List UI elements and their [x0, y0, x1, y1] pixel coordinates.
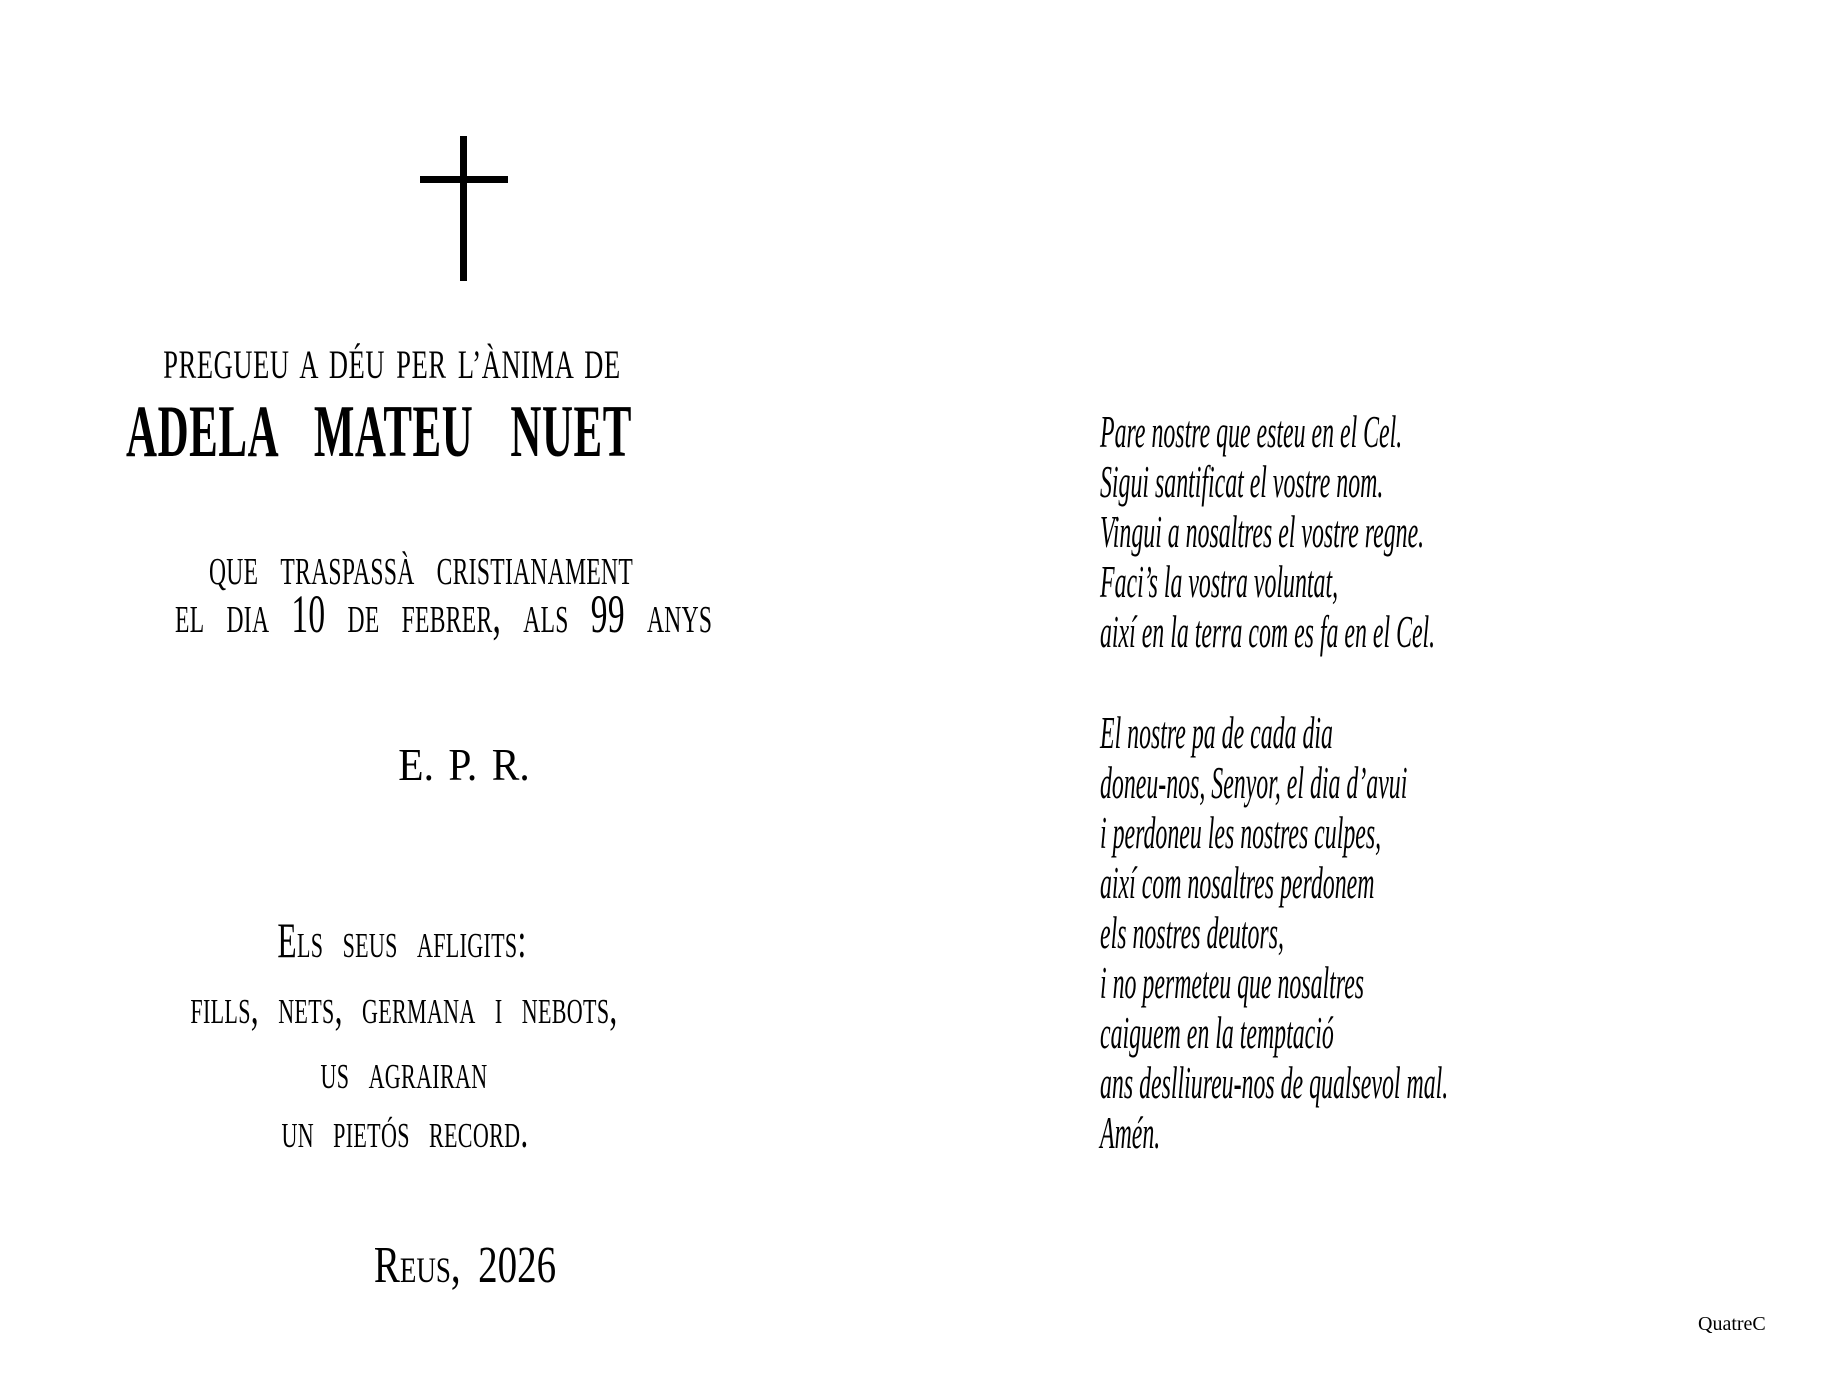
intro-line: PREGUEU A DÉU PER L’ÀNIMA DE: [163, 342, 621, 387]
place-and-year: Reus, 2026: [373, 1237, 557, 1294]
deceased-name: ADELA MATEU NUET: [126, 391, 632, 473]
latin-cross-icon: [420, 136, 508, 281]
afflicted-heading: Els seus afligits:: [277, 912, 527, 968]
prayer-line: ans deslliureu-nos de qualsevol mal.: [1100, 1058, 1449, 1108]
epr-abbreviation: E. P. R.: [398, 740, 530, 790]
prayer-line: doneu-nos, Senyor, el dia d’avui: [1100, 758, 1408, 808]
prayer-line: així com nosaltres perdonem: [1100, 858, 1375, 908]
prayer-line: els nostres deutors,: [1100, 908, 1284, 958]
printer-credit: QuatreC: [1698, 1313, 1766, 1335]
prayer-line: caiguem en la temptació: [1100, 1008, 1334, 1058]
prayer-line: Pare nostre que esteu en el Cel.: [1100, 407, 1403, 457]
cross-horizontal-bar: [420, 176, 508, 183]
prayer-line: i perdoneu les nostres culpes,: [1100, 808, 1382, 858]
prayer-line: El nostre pa de cada dia: [1100, 708, 1333, 758]
prayer-line: Vingui a nosaltres el vostre regne.: [1100, 507, 1425, 557]
afflicted-list: fills, nets, germana i nebots,: [190, 978, 618, 1034]
prayer-line: així en la terra com es fa en el Cel.: [1100, 607, 1436, 657]
prayer-line: i no permeteu que nosaltres: [1100, 958, 1365, 1008]
prayer-line: Sigui santificat el vostre nom.: [1100, 457, 1384, 507]
cross-vertical-bar: [460, 136, 467, 281]
prayer-stanza-1: [1100, 407, 1503, 657]
passing-line-2: el dia 10 de febrer, als 99 anys: [175, 584, 713, 644]
prayer-stanza-2: [1100, 708, 1503, 1158]
gratitude-line-1: us agrairan: [320, 1043, 488, 1099]
prayer-line: Faci’s la vostra voluntat,: [1100, 557, 1339, 607]
prayer-line: Amén.: [1100, 1108, 1161, 1158]
gratitude-line-2: un pietós record.: [281, 1102, 529, 1158]
passing-line-1: que traspassà cristianament: [208, 536, 634, 596]
